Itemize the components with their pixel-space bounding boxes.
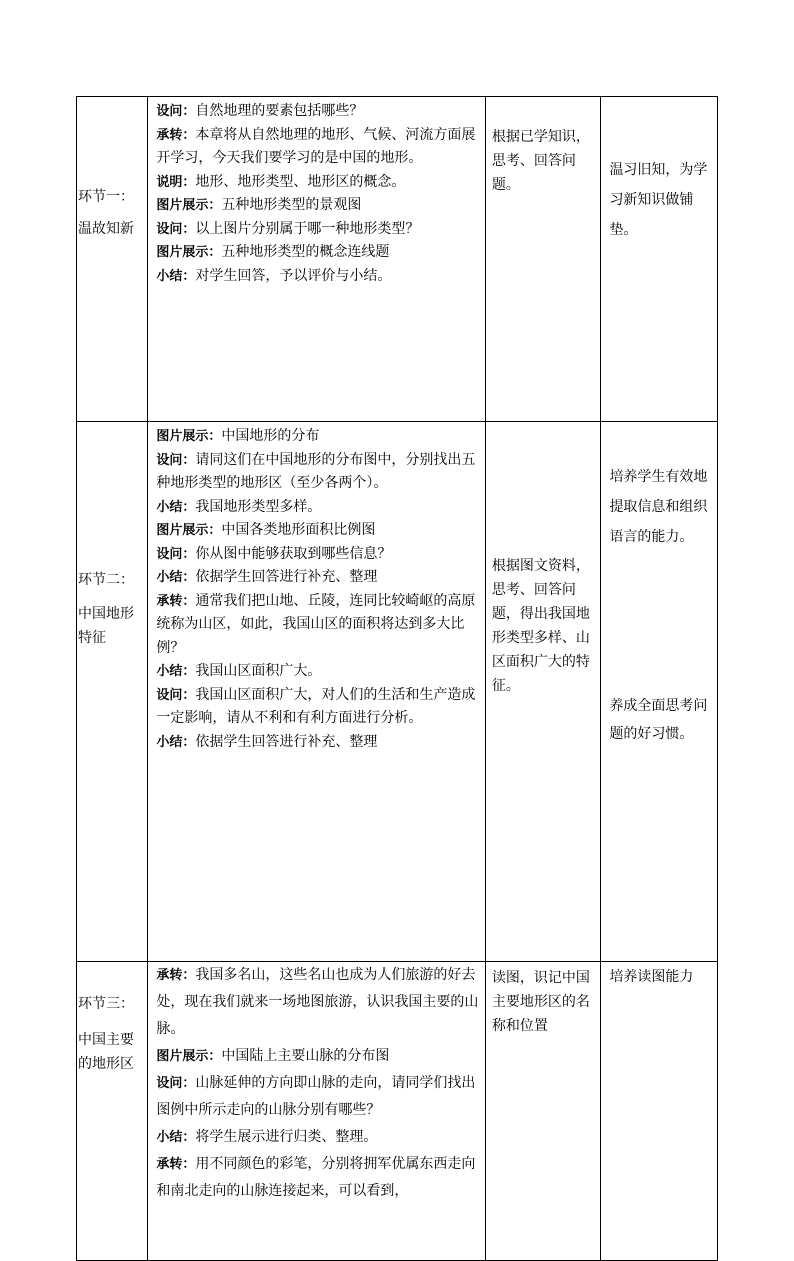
student-activity-cell	[485, 97, 601, 422]
activity-label: 小结：	[156, 499, 196, 515]
activity-text: 依据学生回答进行补充、整理	[195, 733, 378, 750]
activity-line	[156, 1043, 481, 1070]
stage-cell	[77, 962, 148, 1261]
teacher-activity-cell	[148, 97, 486, 422]
activity-label: 图片展示：	[156, 245, 222, 260]
teacher-activity-cell	[148, 422, 486, 962]
activity-label: 设问：	[156, 1076, 196, 1091]
activity-label: 图片展示：	[156, 1049, 222, 1064]
activity-text: 五种地形类型的概念连线题	[221, 244, 390, 260]
activity-line	[156, 449, 481, 496]
activity-label: 承转：	[156, 1157, 196, 1172]
activity-line	[156, 566, 481, 590]
activity-label: 小结：	[156, 1130, 196, 1145]
student-activity-cell	[485, 962, 601, 1261]
stage-title: 中国地形特征	[78, 606, 134, 646]
activity-line	[156, 194, 481, 218]
activity-label: 说明：	[156, 174, 196, 190]
design-intent-cell	[601, 422, 718, 962]
table-row	[77, 97, 718, 422]
table-row	[77, 422, 718, 962]
activity-text: 地形、地形类型、地形区的概念。	[195, 173, 406, 190]
activity-text: 五种地形类型的景观图	[221, 197, 362, 213]
student-activity-text: 根据图文资料，思考、回答问题，得出我国地形类型多样、山区面积广大的特征。	[491, 558, 590, 694]
activity-text: 我国多名山，这些名山也成为人们旅游的好去处，现在我们就来一场地图旅游，认识我国主要的山脉。	[156, 967, 479, 1037]
activity-label: 设问：	[156, 104, 196, 119]
activity-label: 设问：	[156, 221, 196, 237]
design-intent-text: 培养学生有效地提取信息和组织语言的能力。	[609, 469, 708, 545]
activity-line	[156, 519, 481, 543]
activity-line	[156, 590, 481, 661]
activity-line	[156, 496, 481, 520]
activity-line	[156, 171, 481, 195]
activity-text: 中国各类地形面积比例图	[221, 522, 376, 538]
activity-label: 设问：	[156, 452, 196, 468]
stage-title: 中国主要的地形区	[78, 1032, 134, 1072]
design-intent-text: 培养读图能力	[609, 969, 694, 985]
activity-text: 将学生展示进行归类、整理。	[195, 1129, 378, 1145]
activity-text: 用不同颜色的彩笔，分别将拥军优属东西走向和南北走向的山脉连接起来，可以看到，	[156, 1156, 476, 1199]
activity-line	[156, 218, 481, 242]
student-activity-text: 根据已学知识，思考、回答问题。	[491, 129, 590, 193]
activity-text: 山脉延伸的方向即山脉的走向，请同学们找出图例中所示走向的山脉分别有哪些？	[156, 1075, 476, 1118]
activity-line	[156, 100, 481, 124]
activity-line	[156, 962, 481, 1043]
activity-line	[156, 241, 481, 265]
activity-text: 请同这们在中国地形的分布图中，分别找出五种地形类型的地形区（至少各两个）。	[156, 451, 476, 491]
stage-cell	[77, 422, 148, 962]
lesson-plan-table	[76, 96, 718, 1261]
activity-label: 设问：	[156, 687, 196, 703]
activity-text: 对学生回答，予以评价与小结。	[195, 267, 392, 284]
activity-line	[156, 425, 481, 449]
activity-text: 以上图片分别属于哪一种地形类型？	[195, 220, 420, 237]
stage-title: 温故知新	[78, 221, 134, 237]
activity-line	[156, 1070, 481, 1124]
activity-label: 承转：	[156, 127, 196, 143]
student-activity-text: 读图，识记中国主要地形区的名称和位置	[491, 970, 590, 1034]
activity-line	[156, 660, 481, 684]
stage-number: 环节二：	[78, 572, 134, 588]
stage-number: 环节一：	[78, 189, 134, 205]
activity-text: 我国山区面积广大。	[195, 663, 322, 679]
stage-cell	[77, 97, 148, 422]
activity-line	[156, 265, 481, 289]
activity-text: 依据学生回答进行补充、整理	[195, 569, 378, 585]
activity-text: 自然地理的要素包括哪些？	[195, 103, 364, 119]
student-activity-cell	[485, 422, 601, 962]
activity-line	[156, 1124, 481, 1151]
activity-text: 中国陆上主要山脉的分布图	[221, 1048, 390, 1064]
activity-line	[156, 731, 481, 755]
activity-text: 中国地形的分布	[221, 428, 320, 444]
activity-label: 小结：	[156, 664, 196, 679]
activity-text: 本章将从自然地理的地形、气候、河流方面展开学习，今天我们要学习的是中国的地形。	[156, 126, 476, 166]
activity-label: 图片展示：	[156, 198, 222, 213]
design-intent-cell	[601, 97, 718, 422]
activity-label: 小结：	[156, 570, 196, 585]
activity-label: 小结：	[156, 734, 196, 750]
activity-text: 你从图中能够获取到哪些信息？	[195, 545, 392, 562]
design-intent-cell	[601, 962, 718, 1261]
design-intent-text: 温习旧知，为学习新知识做铺垫。	[609, 162, 708, 238]
activity-line	[156, 543, 481, 567]
stage-number: 环节三：	[78, 996, 134, 1012]
activity-label: 图片展示：	[156, 429, 222, 444]
activity-text: 我国地形类型多样。	[195, 498, 322, 515]
activity-label: 图片展示：	[156, 523, 222, 538]
activity-text: 通常我们把山地、丘陵，连同比较崎岖的高原统称为山区，如此，我国山区的面积将达到多大比例？	[156, 592, 476, 656]
table-row	[77, 962, 718, 1261]
activity-line	[156, 684, 481, 731]
activity-label: 小结：	[156, 268, 196, 284]
activity-label: 承转：	[156, 593, 196, 609]
activity-text: 我国山区面积广大，对人们的生活和生产造成一定影响，请从不利和有利方面进行分析。	[156, 686, 476, 726]
activity-line	[156, 1151, 481, 1205]
activity-label: 承转：	[156, 968, 196, 983]
teacher-activity-cell	[148, 962, 486, 1261]
design-intent-text: 养成全面思考问题的好习惯。	[609, 698, 708, 742]
activity-line	[156, 124, 481, 171]
activity-label: 设问：	[156, 546, 196, 562]
